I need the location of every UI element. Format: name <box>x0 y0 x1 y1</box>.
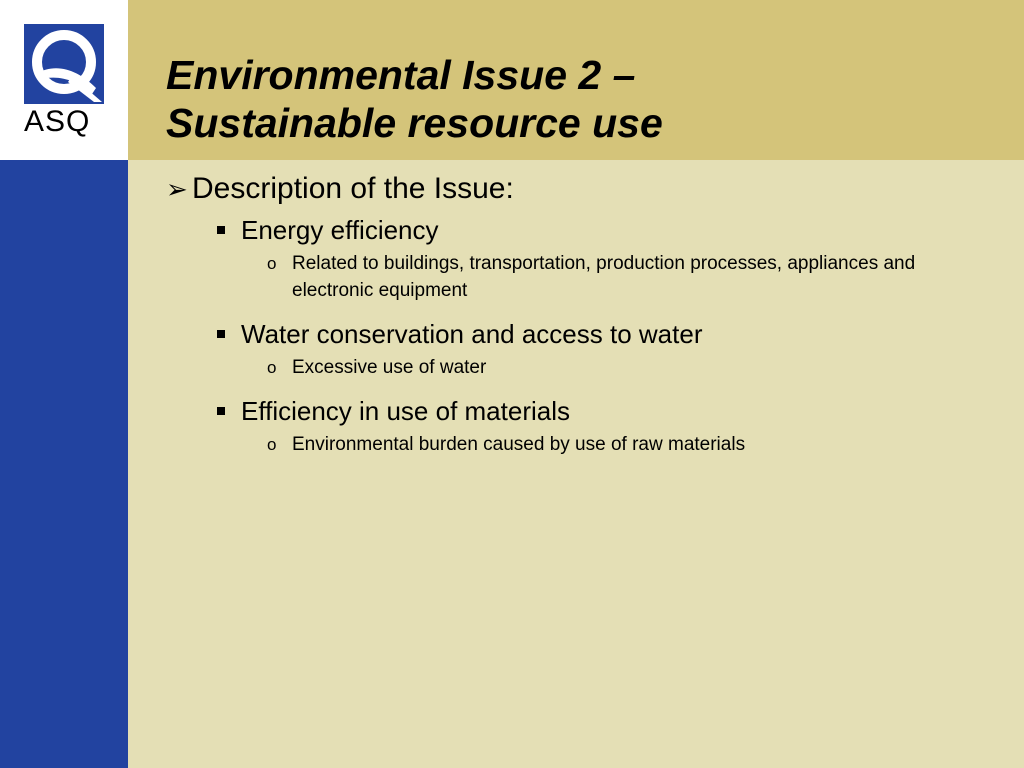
arrow-bullet-icon: ➢ <box>166 174 188 204</box>
title-line-1: Environmental Issue 2 – <box>166 52 636 98</box>
detail-text: Related to buildings, transportation, production processes, appliances and electronic equipment <box>292 253 916 301</box>
section-label: Efficiency in use of materials <box>241 396 570 426</box>
circle-bullet-icon: o <box>267 254 277 273</box>
square-bullet-icon <box>217 407 225 415</box>
slide-title <box>166 51 986 147</box>
square-bullet-icon <box>217 330 225 338</box>
detail-text: Environmental burden caused by use of raw materials <box>292 434 746 455</box>
detail-text: Excessive use of water <box>292 357 487 378</box>
section-label: Water conservation and access to water <box>241 319 703 349</box>
sidebar <box>0 160 128 768</box>
list-item <box>166 318 986 350</box>
list-item <box>166 431 986 458</box>
logo-text: ASQ <box>24 105 91 138</box>
list-item <box>166 354 986 381</box>
circle-bullet-icon: o <box>267 435 277 454</box>
heading-text: Description of the Issue: <box>192 172 514 205</box>
logo-box <box>0 0 128 160</box>
list-item <box>166 250 986 304</box>
title-line-2: Sustainable resource use <box>166 100 663 146</box>
heading-item <box>166 170 986 208</box>
list-item <box>166 214 986 246</box>
list-item <box>166 395 986 427</box>
content-body <box>166 170 986 458</box>
section-label: Energy efficiency <box>241 215 439 245</box>
square-bullet-icon <box>217 226 225 234</box>
circle-bullet-icon: o <box>267 358 277 377</box>
